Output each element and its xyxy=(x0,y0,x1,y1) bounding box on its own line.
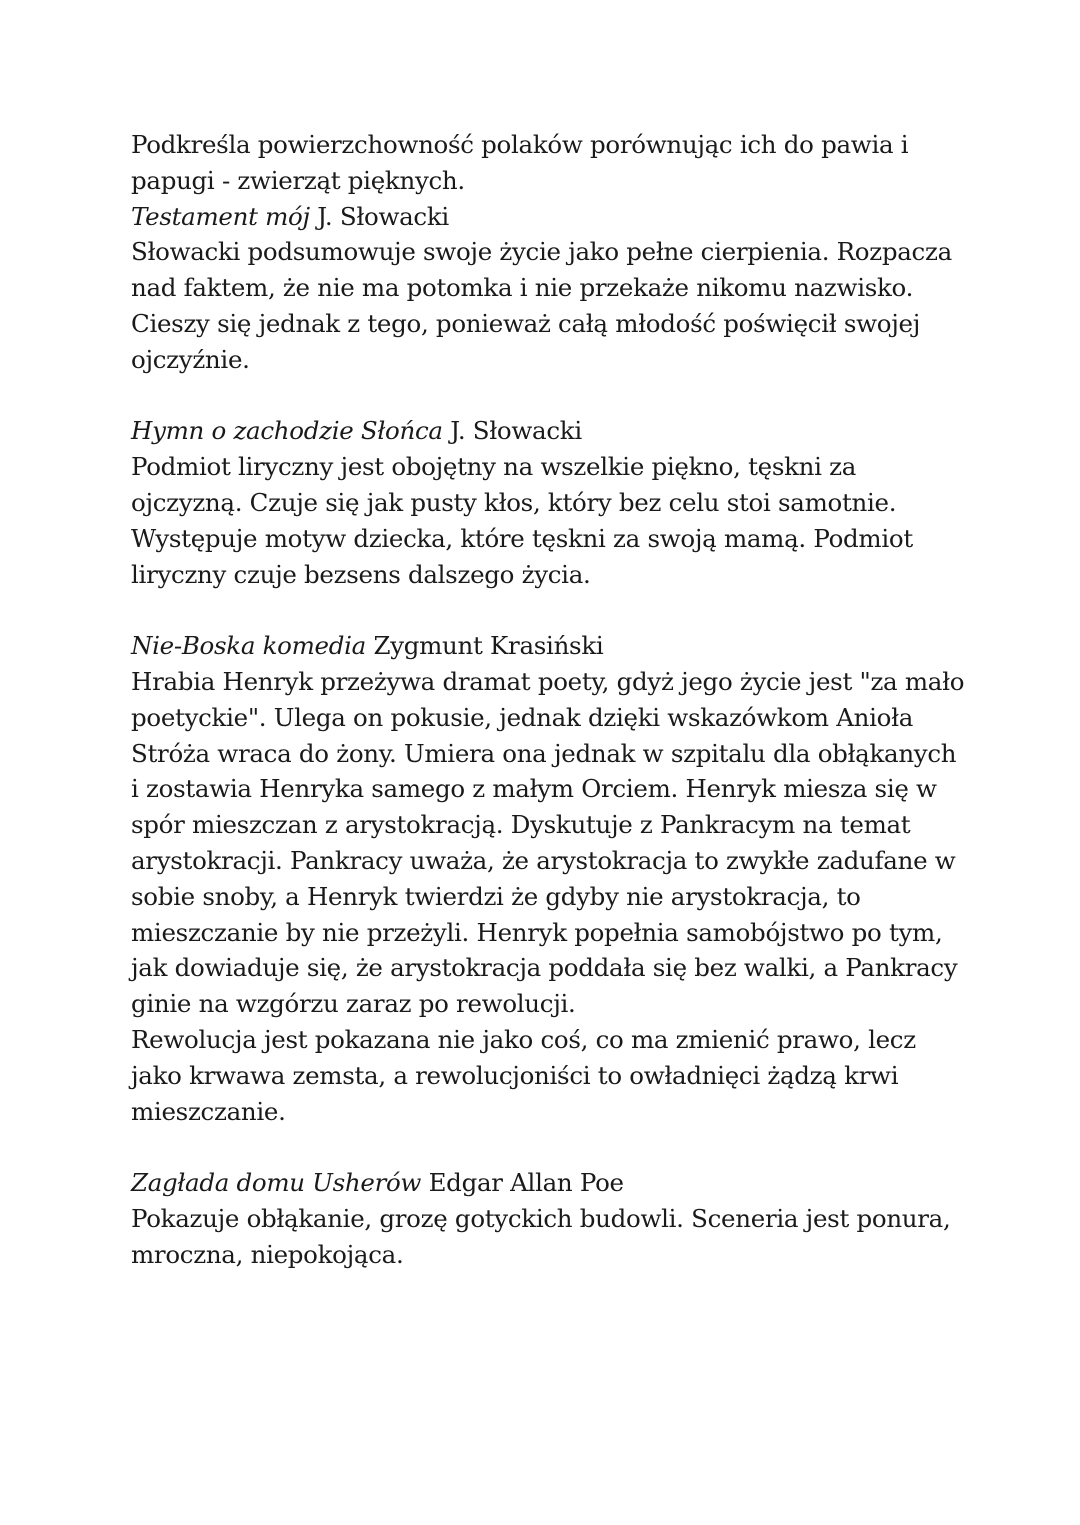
paragraph-line: jak dowiaduje się, że arystokracja poddała się bez walki, a Pankracy xyxy=(131,953,958,983)
work-title: Testament mój xyxy=(131,201,310,231)
work-title: Nie-Boska komedia xyxy=(131,631,366,661)
paragraph-line: Stróża wraca do żony. Umiera ona jednak w szpitalu dla obłąkanych xyxy=(131,738,957,768)
paragraph-line: poetyckie". Ulega on pokusie, jednak dzięki wskazówkom Anioła xyxy=(131,702,914,732)
document-text xyxy=(131,127,971,1273)
work-author: J. Słowacki xyxy=(309,201,449,231)
section-heading xyxy=(131,628,971,664)
section-heading xyxy=(131,199,971,235)
paragraph-line: Występuje motyw dziecka, które tęskni za swoją mamą. Podmiot xyxy=(131,523,913,553)
paragraph-line: jako krwawa zemsta, a rewolucjoniści to owładnięci żądzą krwi xyxy=(131,1060,899,1090)
paragraph-line: ginie na wzgórzu zaraz po rewolucji. xyxy=(131,989,576,1019)
paragraph-line: Hrabia Henryk przeżywa dramat poety, gdyż jego życie jest "za mało xyxy=(131,666,965,696)
paragraph-gap xyxy=(131,1129,971,1165)
paragraph-line: i zostawia Henryka samego z małym Orciem. Henryk miesza się w xyxy=(131,774,937,804)
paragraph-line: mieszczanie by nie przeżyli. Henryk popełnia samobójstwo po tym, xyxy=(131,917,943,947)
paragraph-gap xyxy=(131,592,971,628)
section-heading xyxy=(131,413,971,449)
paragraph-line: Rewolucja jest pokazana nie jako coś, co ma zmienić prawo, lecz xyxy=(131,1024,916,1054)
section-heading xyxy=(131,1165,971,1201)
work-author: Zygmunt Krasiński xyxy=(365,631,604,661)
work-title: Hymn o zachodzie Słońca xyxy=(131,416,443,446)
paragraph-gap xyxy=(131,378,971,414)
paragraph-line: ojczyzną. Czuje się jak pusty kłos, który bez celu stoi samotnie. xyxy=(131,487,897,517)
paragraph-line: spór mieszczan z arystokracją. Dyskutuje z Pankracym na temat xyxy=(131,810,911,840)
work-author: Edgar Allan Poe xyxy=(421,1168,624,1198)
paragraph-line: Pokazuje obłąkanie, grozę gotyckich budowli. Sceneria jest ponura, xyxy=(131,1203,951,1233)
paragraph-line: mroczna, niepokojąca. xyxy=(131,1239,404,1269)
paragraph-line: Podmiot liryczny jest obojętny na wszelkie piękno, tęskni za xyxy=(131,452,857,482)
paragraph-line: Słowacki podsumowuje swoje życie jako pełne cierpienia. Rozpacza xyxy=(131,237,952,267)
intro-line: papugi - zwierząt pięknych. xyxy=(131,165,465,195)
paragraph-line: ojczyźnie. xyxy=(131,344,250,374)
paragraph-line: Cieszy się jednak z tego, ponieważ całą młodość poświęcił swojej xyxy=(131,308,921,338)
paragraph-line: mieszczanie. xyxy=(131,1096,286,1126)
intro-line: Podkreśla powierzchowność polaków porównując ich do pawia i xyxy=(131,130,909,159)
paragraph-line: liryczny czuje bezsens dalszego życia. xyxy=(131,559,591,589)
work-author: J. Słowacki xyxy=(442,416,582,446)
paragraph-line: sobie snoby, a Henryk twierdzi że gdyby nie arystokracja, to xyxy=(131,881,861,911)
work-title: Zagłada domu Usherów xyxy=(131,1168,422,1198)
paragraph-line: arystokracji. Pankracy uważa, że arystokracja to zwykłe zadufane w xyxy=(131,845,956,875)
paragraph-line: nad faktem, że nie ma potomka i nie przekaże nikomu nazwisko. xyxy=(131,273,914,303)
